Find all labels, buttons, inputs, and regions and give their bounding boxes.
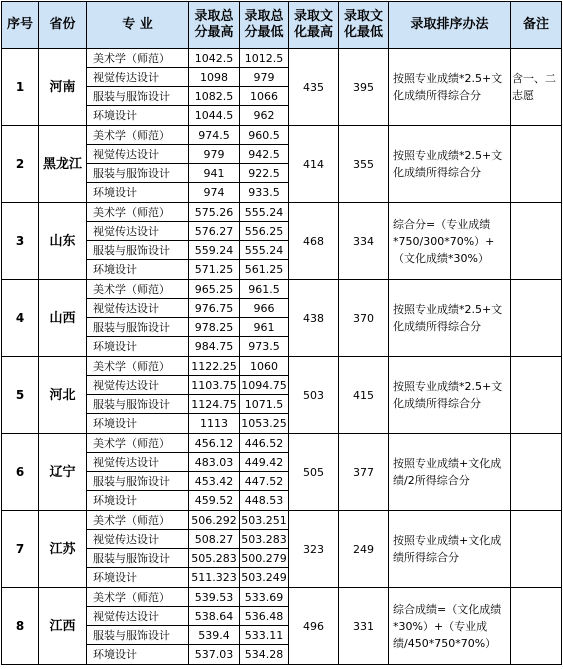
- major-name: 美术学（师范）: [87, 357, 189, 376]
- header-total-max: 录取总分最高: [189, 2, 240, 49]
- total-max-score: 976.75: [189, 299, 240, 318]
- ranking-method: 按照专业成绩+文化成绩所得综合分: [389, 511, 511, 588]
- table-row: [2, 434, 562, 453]
- remark: [511, 126, 562, 203]
- major-name: 环境设计: [87, 183, 189, 203]
- ranking-method: 按照专业成绩*2.5+文化成绩所得综合分: [389, 280, 511, 357]
- row-seq: 8: [2, 588, 39, 665]
- total-max-score: 1122.25: [189, 357, 240, 376]
- total-max-score: 559.24: [189, 241, 240, 260]
- total-max-score: 1113: [189, 414, 240, 434]
- total-max-score: 978.25: [189, 318, 240, 337]
- major-name: 视觉传达设计: [87, 453, 189, 472]
- total-max-score: 965.25: [189, 280, 240, 299]
- header-note: 备注: [511, 2, 562, 49]
- row-seq: 3: [2, 203, 39, 280]
- culture-max-score: 503: [289, 357, 339, 434]
- major-name: 视觉传达设计: [87, 376, 189, 395]
- row-seq: 2: [2, 126, 39, 203]
- culture-max-score: 496: [289, 588, 339, 665]
- total-max-score: 539.53: [189, 588, 240, 607]
- culture-min-score: 331: [339, 588, 389, 665]
- total-min-score: 1060: [240, 357, 289, 376]
- province-name: 山东: [39, 203, 87, 280]
- total-max-score: 1098: [189, 68, 240, 87]
- culture-min-score: 377: [339, 434, 389, 511]
- total-max-score: 1124.75: [189, 395, 240, 414]
- header-row: [2, 2, 562, 49]
- major-name: 视觉传达设计: [87, 145, 189, 164]
- total-min-score: 561.25: [240, 260, 289, 280]
- major-name: 美术学（师范）: [87, 203, 189, 222]
- header-seq: 序号: [2, 2, 39, 49]
- total-min-score: 500.279: [240, 549, 289, 568]
- major-name: 服装与服饰设计: [87, 549, 189, 568]
- table-row: [2, 357, 562, 376]
- row-seq: 5: [2, 357, 39, 434]
- major-name: 美术学（师范）: [87, 588, 189, 607]
- total-min-score: 555.24: [240, 203, 289, 222]
- total-max-score: 537.03: [189, 645, 240, 665]
- total-max-score: 1044.5: [189, 106, 240, 126]
- major-name: 服装与服饰设计: [87, 626, 189, 645]
- total-min-score: 966: [240, 299, 289, 318]
- major-name: 视觉传达设计: [87, 299, 189, 318]
- remark: [511, 357, 562, 434]
- culture-min-score: 334: [339, 203, 389, 280]
- major-name: 服装与服饰设计: [87, 241, 189, 260]
- major-name: 视觉传达设计: [87, 607, 189, 626]
- total-max-score: 1103.75: [189, 376, 240, 395]
- table-row: [2, 280, 562, 299]
- province-name: 黑龙江: [39, 126, 87, 203]
- major-name: 美术学（师范）: [87, 49, 189, 68]
- remark: [511, 280, 562, 357]
- major-name: 环境设计: [87, 337, 189, 357]
- total-min-score: 503.283: [240, 530, 289, 549]
- total-max-score: 1082.5: [189, 87, 240, 106]
- major-name: 美术学（师范）: [87, 280, 189, 299]
- header-total-min: 录取总分最低: [240, 2, 289, 49]
- ranking-method: 按照专业成绩*2.5+文化成绩所得综合分: [389, 126, 511, 203]
- ranking-method: 综合成绩=（文化成绩*30%）+（专业成绩/450*750*70%）: [389, 588, 511, 665]
- total-min-score: 961: [240, 318, 289, 337]
- header-culture-min: 录取文化最低: [339, 2, 389, 49]
- total-min-score: 446.52: [240, 434, 289, 453]
- remark: [511, 203, 562, 280]
- total-max-score: 505.283: [189, 549, 240, 568]
- culture-min-score: 415: [339, 357, 389, 434]
- major-name: 美术学（师范）: [87, 126, 189, 145]
- total-min-score: 960.5: [240, 126, 289, 145]
- total-max-score: 538.64: [189, 607, 240, 626]
- ranking-method: 按照专业成绩*2.5+文化成绩所得综合分: [389, 49, 511, 126]
- total-min-score: 503.249: [240, 568, 289, 588]
- total-max-score: 979: [189, 145, 240, 164]
- total-min-score: 922.5: [240, 164, 289, 183]
- total-min-score: 533.11: [240, 626, 289, 645]
- total-min-score: 1012.5: [240, 49, 289, 68]
- major-name: 环境设计: [87, 414, 189, 434]
- total-max-score: 974.5: [189, 126, 240, 145]
- total-min-score: 962: [240, 106, 289, 126]
- table-row: [2, 203, 562, 222]
- total-min-score: 534.28: [240, 645, 289, 665]
- culture-max-score: 438: [289, 280, 339, 357]
- ranking-method: 综合分=（专业成绩*750/300*70%）+（文化成绩*30%）: [389, 203, 511, 280]
- total-min-score: 533.69: [240, 588, 289, 607]
- major-name: 视觉传达设计: [87, 530, 189, 549]
- major-name: 环境设计: [87, 491, 189, 511]
- remark: [511, 434, 562, 511]
- remark: [511, 511, 562, 588]
- culture-max-score: 505: [289, 434, 339, 511]
- total-min-score: 973.5: [240, 337, 289, 357]
- total-min-score: 448.53: [240, 491, 289, 511]
- total-max-score: 571.25: [189, 260, 240, 280]
- major-name: 美术学（师范）: [87, 511, 189, 530]
- table-row: [2, 588, 562, 607]
- total-max-score: 456.12: [189, 434, 240, 453]
- total-min-score: 449.42: [240, 453, 289, 472]
- header-major: 专 业: [87, 2, 189, 49]
- culture-min-score: 395: [339, 49, 389, 126]
- row-seq: 7: [2, 511, 39, 588]
- major-name: 服装与服饰设计: [87, 318, 189, 337]
- row-seq: 4: [2, 280, 39, 357]
- total-min-score: 555.24: [240, 241, 289, 260]
- major-name: 环境设计: [87, 645, 189, 665]
- remark: [511, 588, 562, 665]
- header-culture-max: 录取文化最高: [289, 2, 339, 49]
- culture-max-score: 323: [289, 511, 339, 588]
- total-min-score: 536.48: [240, 607, 289, 626]
- culture-max-score: 414: [289, 126, 339, 203]
- major-name: 环境设计: [87, 106, 189, 126]
- total-min-score: 979: [240, 68, 289, 87]
- major-name: 环境设计: [87, 260, 189, 280]
- table-body: [2, 49, 562, 665]
- province-name: 山西: [39, 280, 87, 357]
- total-max-score: 576.27: [189, 222, 240, 241]
- major-name: 视觉传达设计: [87, 222, 189, 241]
- total-max-score: 575.26: [189, 203, 240, 222]
- remark: 含一、二志愿: [511, 49, 562, 126]
- culture-min-score: 249: [339, 511, 389, 588]
- admission-scores-table: [1, 1, 562, 665]
- total-min-score: 933.5: [240, 183, 289, 203]
- total-min-score: 1094.75: [240, 376, 289, 395]
- total-min-score: 961.5: [240, 280, 289, 299]
- row-seq: 1: [2, 49, 39, 126]
- total-min-score: 447.52: [240, 472, 289, 491]
- total-min-score: 503.251: [240, 511, 289, 530]
- province-name: 辽宁: [39, 434, 87, 511]
- major-name: 服装与服饰设计: [87, 87, 189, 106]
- major-name: 服装与服饰设计: [87, 472, 189, 491]
- culture-max-score: 468: [289, 203, 339, 280]
- total-max-score: 453.42: [189, 472, 240, 491]
- total-max-score: 539.4: [189, 626, 240, 645]
- total-max-score: 1042.5: [189, 49, 240, 68]
- total-max-score: 508.27: [189, 530, 240, 549]
- major-name: 服装与服饰设计: [87, 164, 189, 183]
- major-name: 美术学（师范）: [87, 434, 189, 453]
- total-max-score: 459.52: [189, 491, 240, 511]
- province-name: 江西: [39, 588, 87, 665]
- table-row: [2, 511, 562, 530]
- total-max-score: 941: [189, 164, 240, 183]
- culture-max-score: 435: [289, 49, 339, 126]
- total-min-score: 942.5: [240, 145, 289, 164]
- major-name: 视觉传达设计: [87, 68, 189, 87]
- total-max-score: 974: [189, 183, 240, 203]
- total-min-score: 1071.5: [240, 395, 289, 414]
- total-max-score: 511.323: [189, 568, 240, 588]
- major-name: 环境设计: [87, 568, 189, 588]
- major-name: 服装与服饰设计: [87, 395, 189, 414]
- total-min-score: 1066: [240, 87, 289, 106]
- ranking-method: 按照专业成绩*2.5+文化成绩所得综合分: [389, 357, 511, 434]
- total-max-score: 483.03: [189, 453, 240, 472]
- header-province: 省份: [39, 2, 87, 49]
- total-min-score: 556.25: [240, 222, 289, 241]
- total-min-score: 1053.25: [240, 414, 289, 434]
- header-method: 录取排序办法: [389, 2, 511, 49]
- province-name: 河南: [39, 49, 87, 126]
- row-seq: 6: [2, 434, 39, 511]
- province-name: 江苏: [39, 511, 87, 588]
- province-name: 河北: [39, 357, 87, 434]
- culture-min-score: 355: [339, 126, 389, 203]
- total-max-score: 506.292: [189, 511, 240, 530]
- total-max-score: 984.75: [189, 337, 240, 357]
- table-row: [2, 126, 562, 145]
- table-row: [2, 49, 562, 68]
- ranking-method: 按照专业成绩+文化成绩/2所得综合分: [389, 434, 511, 511]
- culture-min-score: 370: [339, 280, 389, 357]
